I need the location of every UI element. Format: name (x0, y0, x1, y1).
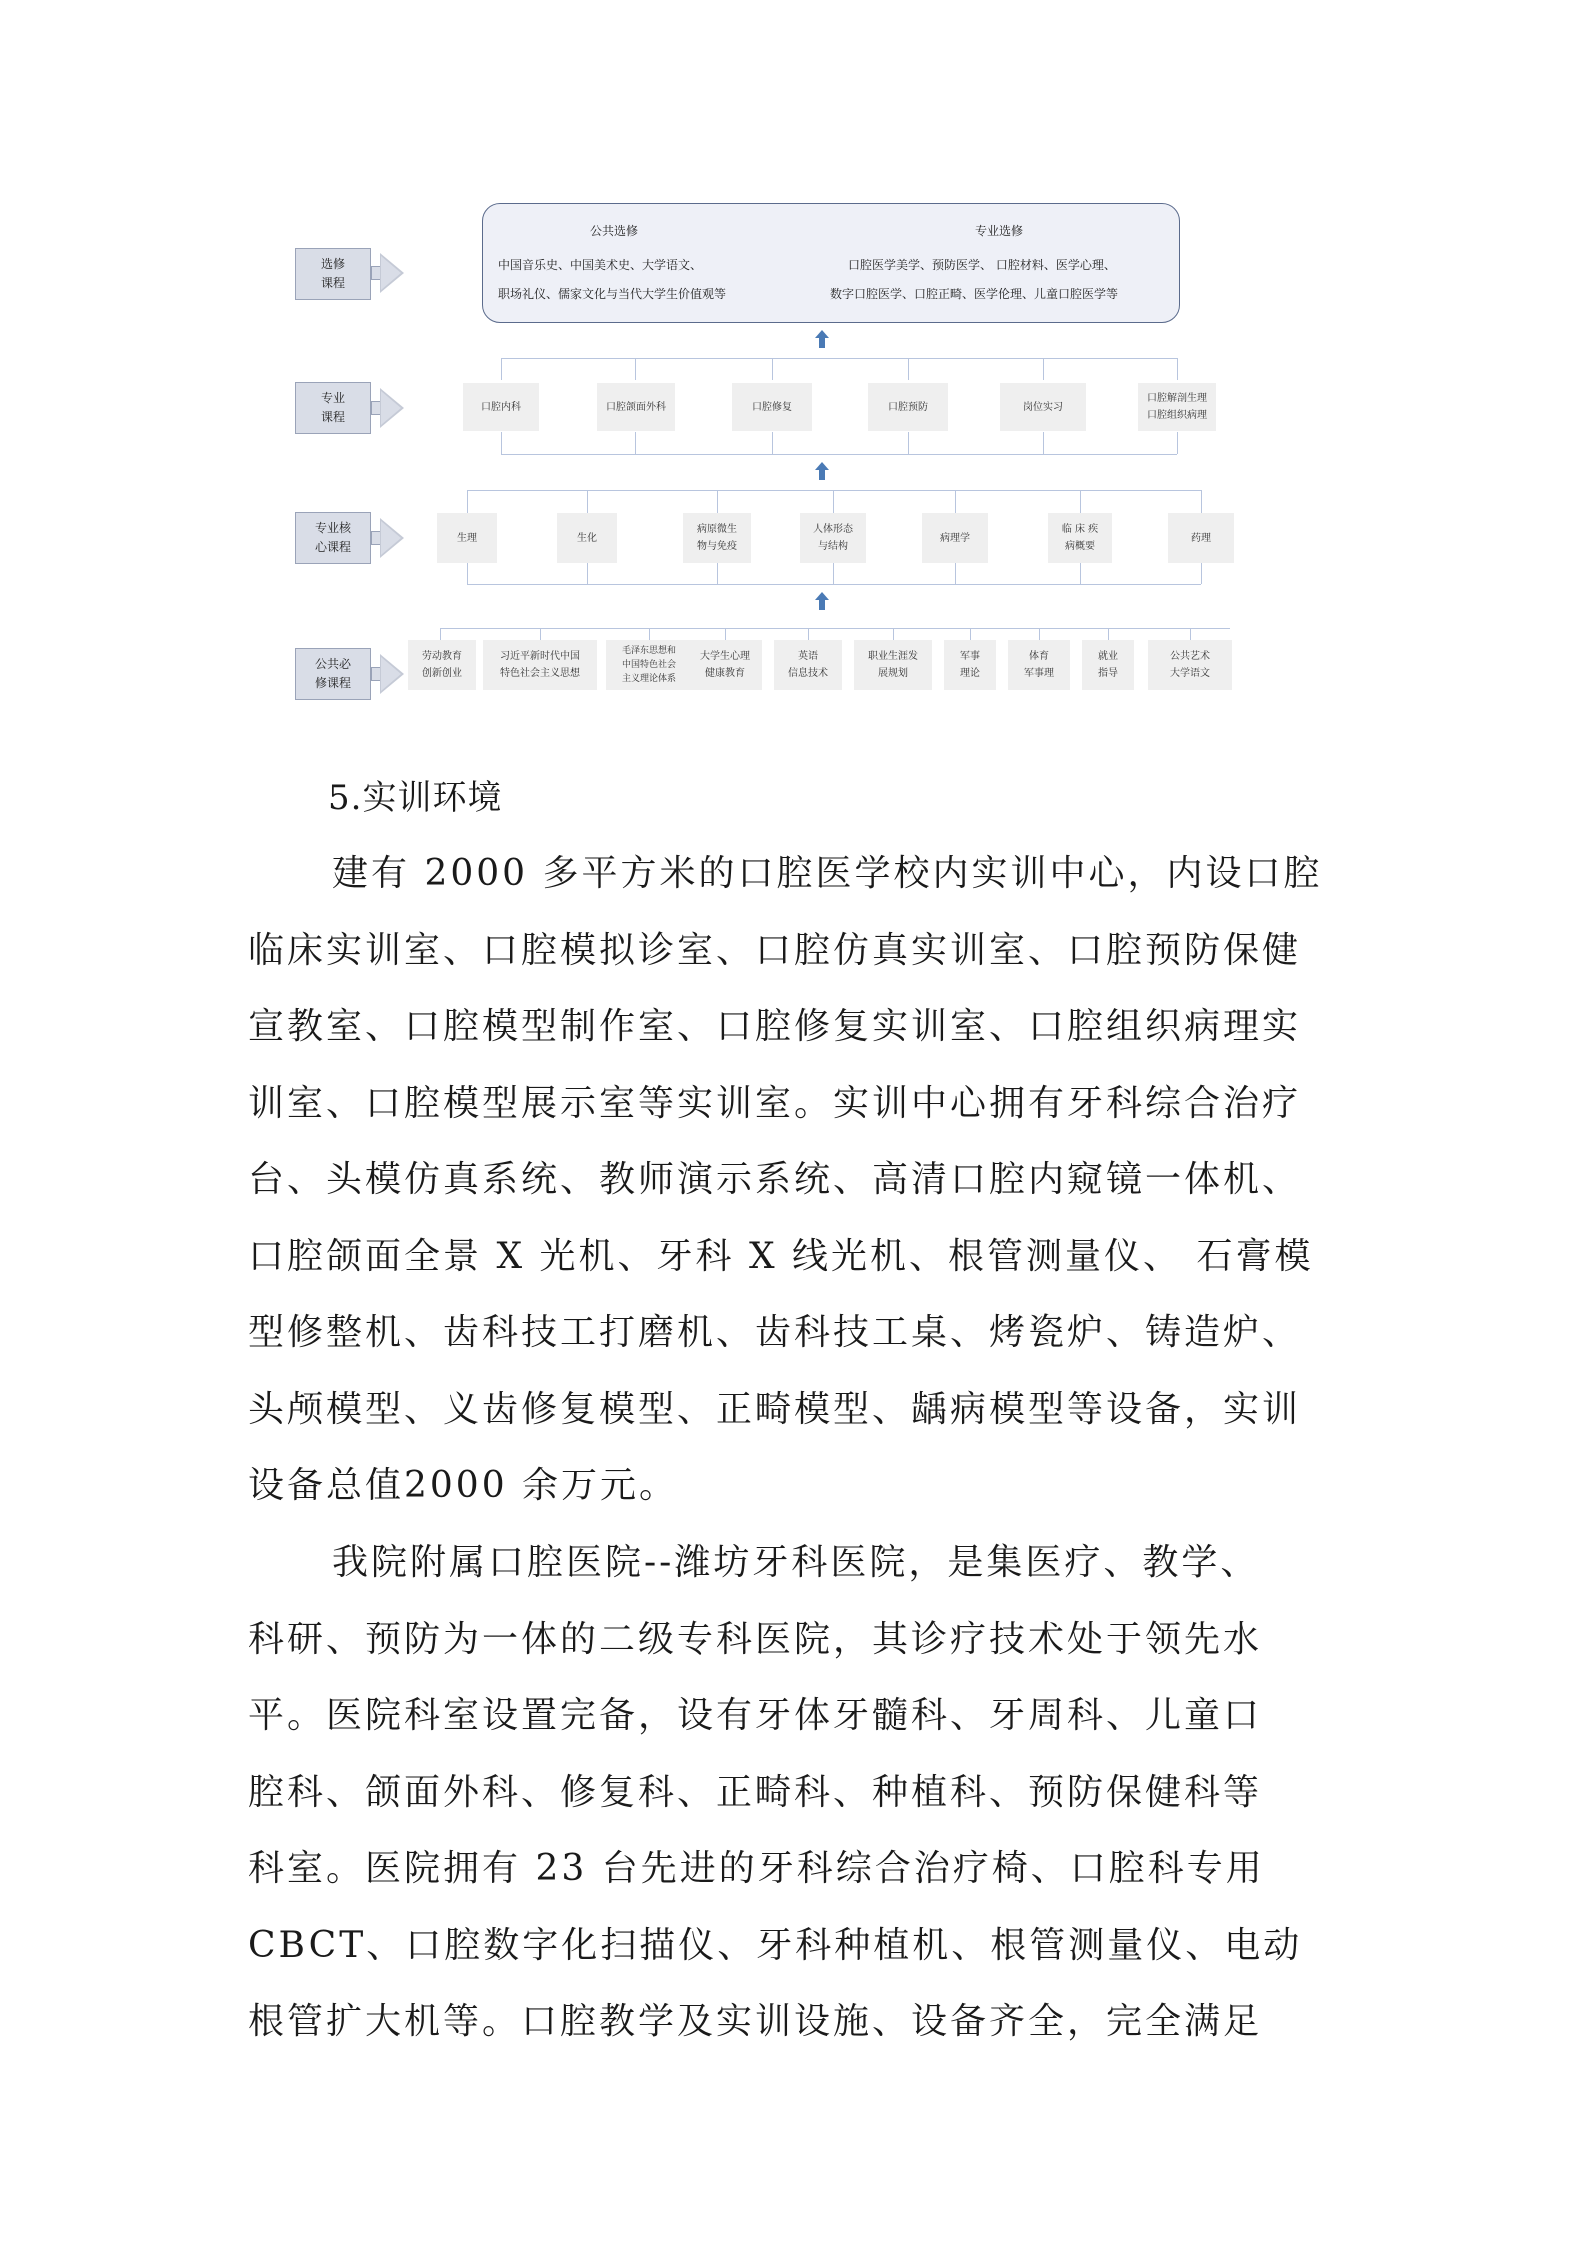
connector-line (893, 628, 894, 640)
connector-line (467, 490, 1201, 491)
public-course-box: 公共艺术 大学语文 (1148, 640, 1232, 690)
text-line: 临床实训室、口腔模拟诊室、口腔仿真实训室、口腔预防保健 (248, 929, 1302, 971)
paragraph-affiliated-hospital (248, 1525, 1358, 2061)
public-elective-line: 职场礼仪、儒家文化与当代大学生价值观等 (498, 287, 727, 301)
core-course-box: 病原微生 物与免疫 (683, 513, 751, 563)
public-elective-line: 中国音乐史、中国美术史、大学语文、 (498, 258, 703, 272)
text-line: 设备总值2000 余万元。 (248, 1465, 679, 1506)
row-label-elective: 选修 课程 (295, 248, 371, 300)
core-course-box: 生理 (437, 513, 497, 563)
connector-line (1177, 358, 1178, 380)
connector-line (908, 358, 909, 380)
text-line: CBCT、口腔数字化扫描仪、牙科种植机、根管测量仪、电动 (248, 1924, 1303, 1966)
text-line: 平。医院科室设置完备，设有牙体牙髓科、牙周科、儿童口 (248, 1695, 1263, 1736)
connector-line (649, 628, 650, 640)
text-line: 腔科、颌面外科、修复科、正畸科、种植科、预防保健科等 (248, 1771, 1263, 1813)
up-arrow-icon (815, 592, 829, 610)
text-line: 型修整机、齿科技工打磨机、齿科技工桌、烤瓷炉、铸造炉、 (248, 1312, 1302, 1353)
up-arrow-icon (815, 462, 829, 480)
text-line: 科研、预防为一体的二级专科医院，其诊疗技术处于领先水 (248, 1618, 1263, 1660)
text-line: 宣教室、口腔模型制作室、口腔修复实训室、口腔组织病理实 (248, 1006, 1302, 1047)
major-elective-line: 口腔医学美学、预防医学、 口腔材料、医学心理、 (848, 258, 1116, 272)
connector-line (501, 432, 502, 454)
connector-line (440, 628, 1230, 629)
public-course-box: 毛泽东思想和 中国特色社会 主义理论体系 (606, 640, 692, 690)
public-course-box: 大学生心理 健康教育 (688, 640, 762, 690)
connector-line (501, 358, 1177, 359)
public-course-box: 军事 理论 (944, 640, 996, 690)
connector-line (1108, 628, 1109, 640)
connector-line (1043, 432, 1044, 454)
public-course-box: 英语 信息技术 (774, 640, 842, 690)
connector-line (501, 358, 502, 380)
row-label-major: 专业 课程 (295, 382, 371, 434)
text-line: 训室、口腔模型展示室等实训室。实训中心拥有牙科综合治疗 (248, 1082, 1302, 1124)
major-elective-line: 数字口腔医学、口腔正畸、医学伦理、儿童口腔医学等 (830, 287, 1119, 301)
text-line: 科室。医院拥有 23 台先进的牙科综合治疗椅、口腔科专用 (248, 1848, 1265, 1889)
connector-line (1043, 358, 1044, 380)
row-label-core: 专业核 心课程 (295, 512, 371, 564)
public-elective-title: 公共选修 (590, 224, 639, 238)
connector-line (725, 628, 726, 640)
major-course-box: 口腔内科 (463, 383, 539, 431)
connector-line (1190, 628, 1191, 640)
connector-line (772, 358, 773, 380)
major-course-box: 口腔解剖生理 口腔组织病理 (1138, 383, 1216, 431)
connector-line (501, 454, 1177, 455)
core-course-box: 人体形态 与结构 (800, 513, 866, 563)
section-heading: 5.实训环境 (328, 778, 503, 818)
text-line: 口腔颌面全景 X 光机、牙科 X 线光机、根管测量仪、 石膏模 (248, 1235, 1314, 1277)
connector-line (440, 628, 441, 640)
connector-line (970, 628, 971, 640)
row-arrow-icon (380, 388, 404, 428)
core-course-box: 生化 (557, 513, 617, 563)
major-course-box: 口腔预防 (868, 383, 948, 431)
public-course-box: 体育 军事理 (1008, 640, 1070, 690)
core-course-box: 药理 (1168, 513, 1234, 563)
connector-line (1177, 432, 1178, 454)
text-line: 建有 2000 多平方米的口腔医学校内实训中心，内设口腔 (332, 853, 1323, 894)
public-course-box: 劳动教育 创新创业 (408, 640, 476, 690)
row-arrow-icon (380, 253, 404, 293)
major-elective-title: 专业选修 (975, 224, 1024, 238)
curriculum-diagram (0, 0, 1587, 740)
major-course-box: 口腔修复 (732, 383, 812, 431)
connector-line (772, 432, 773, 454)
connector-line (1039, 628, 1040, 640)
connector-line (808, 628, 809, 640)
row-arrow-icon (380, 518, 404, 558)
connector-line (635, 432, 636, 454)
paragraph-training-center (248, 836, 1358, 1525)
connector-line (908, 432, 909, 454)
core-course-box: 临 床 疾 病概要 (1048, 513, 1112, 563)
text-line: 根管扩大机等。口腔教学及实训设施、设备齐全，完全满足 (248, 2001, 1263, 2042)
public-course-box: 就业 指导 (1082, 640, 1134, 690)
row-arrow-icon (380, 654, 404, 694)
connector-line (467, 584, 1201, 585)
public-course-box: 习近平新时代中国 特色社会主义思想 (483, 640, 597, 690)
connector-line (635, 358, 636, 380)
core-course-box: 病理学 (922, 513, 988, 563)
connector-line (540, 628, 541, 640)
up-arrow-icon (815, 330, 829, 348)
row-label-public: 公共必 修课程 (295, 648, 371, 700)
text-line: 我院附属口腔医院--潍坊牙科医院，是集医疗、教学、 (332, 1542, 1260, 1583)
public-course-box: 职业生涯发 展规划 (854, 640, 932, 690)
text-line: 头颅模型、义齿修复模型、正畸模型、龋病模型等设备，实训 (248, 1388, 1302, 1430)
major-course-box: 口腔颌面外科 (597, 383, 675, 431)
major-course-box: 岗位实习 (1000, 383, 1086, 431)
text-line: 台、头模仿真系统、教师演示系统、高清口腔内窥镜一体机、 (248, 1159, 1302, 1200)
